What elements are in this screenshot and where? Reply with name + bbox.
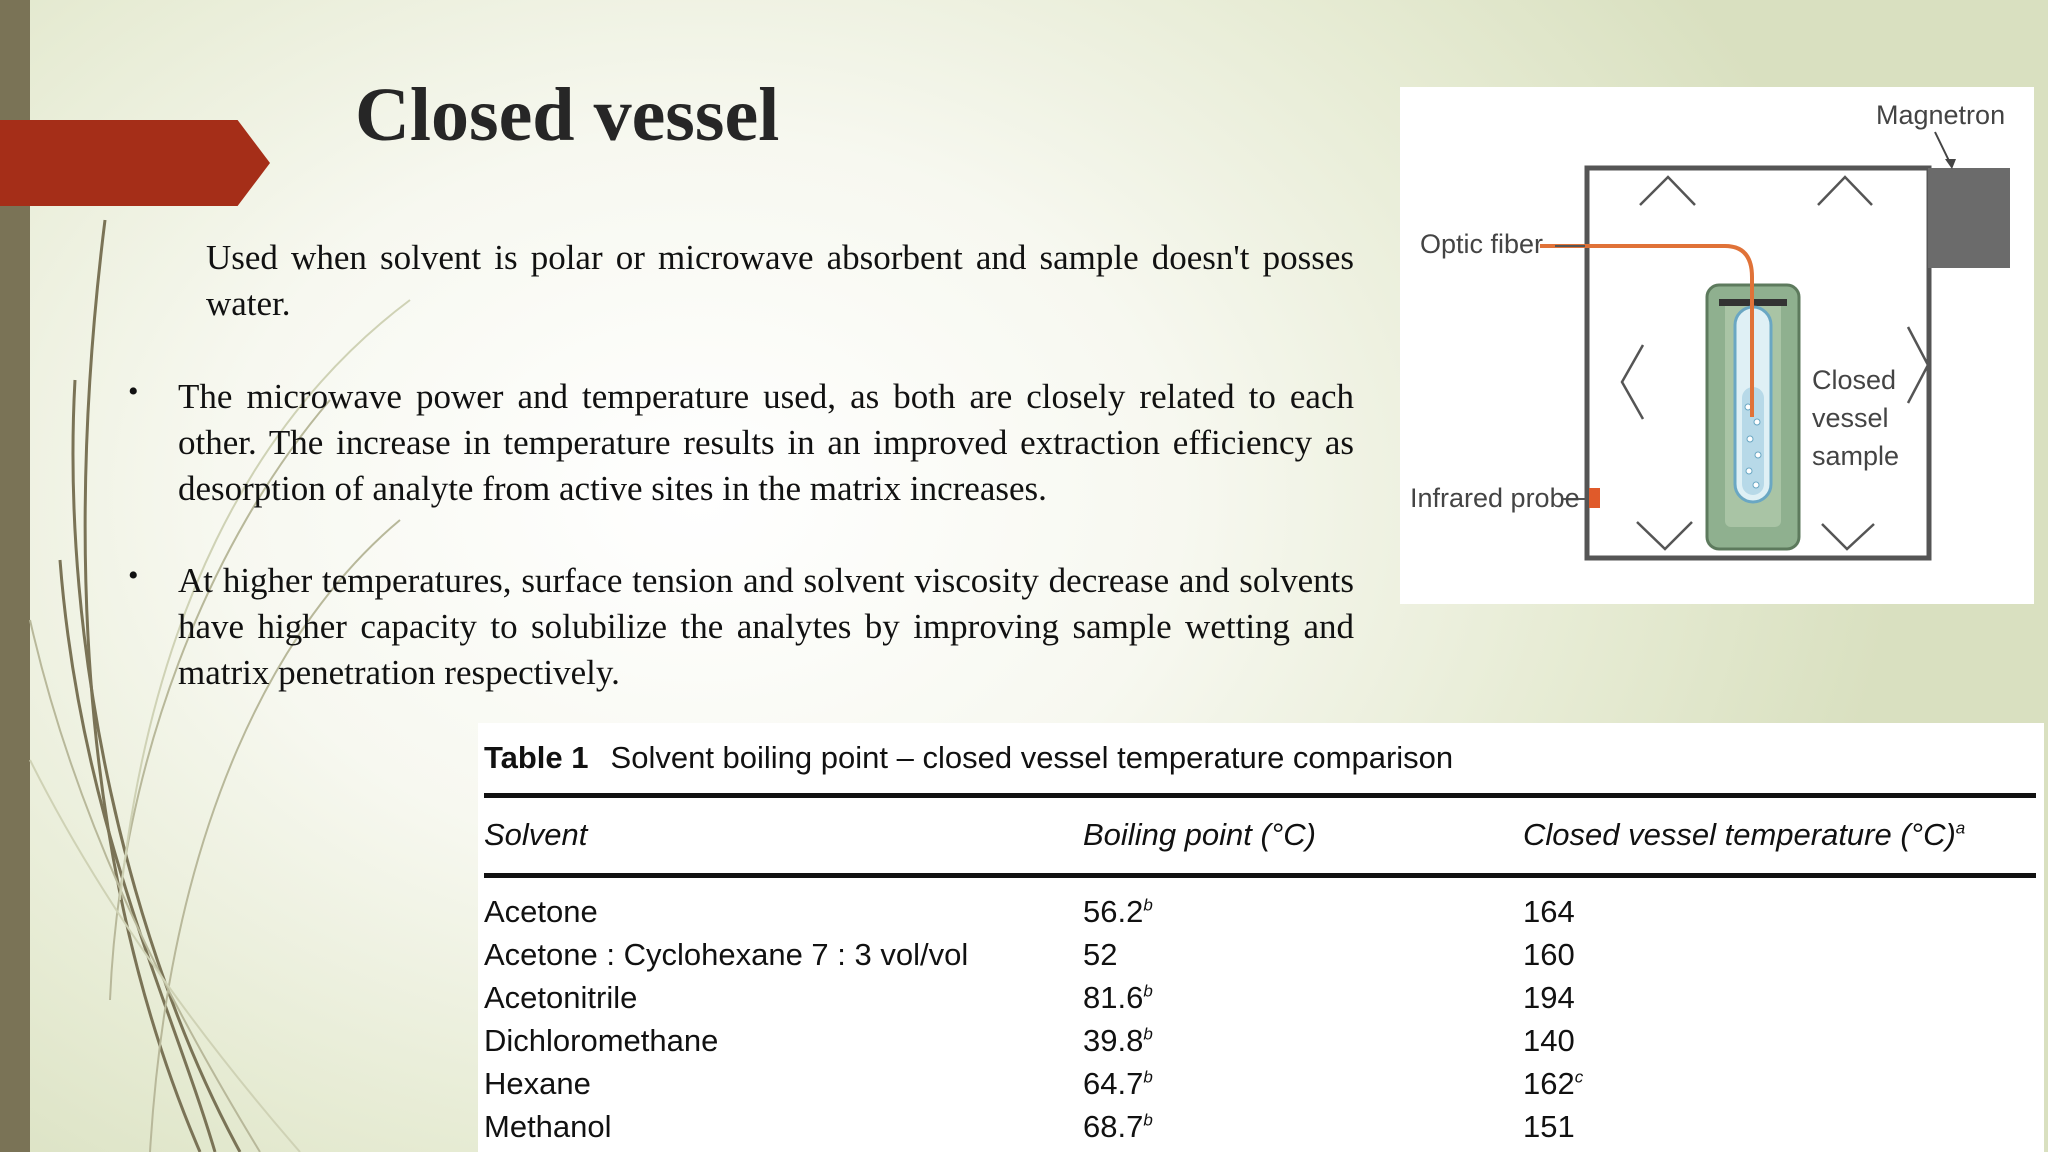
cell-closed-vessel-temperature: 194	[1523, 980, 1575, 1015]
cell-solvent: Acetone : Cyclohexane 7 : 3 vol/vol	[484, 937, 969, 972]
bullet-marker: •	[128, 375, 139, 408]
footnote-mark: b	[1143, 895, 1153, 915]
cell-boiling-point: 56.2$^b$	[1083, 894, 1153, 929]
bullet-text-2: At higher temperatures, surface tension and solvent viscosity decrease and solvents have higher capacity to solubilize the analytes by improving sample wetting and matrix penetration respectively.	[178, 561, 1354, 692]
title-accent-arrow	[0, 120, 270, 206]
cell-closed-vessel-temperature: 140	[1523, 1023, 1575, 1058]
closed-vessel-diagram	[1400, 87, 2034, 604]
magnetron-label: Magnetron	[1876, 100, 2006, 130]
slide-title: Closed vessel	[355, 73, 780, 157]
infrared-probe	[1589, 488, 1600, 508]
cell-solvent: Methanol	[484, 1109, 612, 1144]
cell-boiling-point: 52	[1083, 937, 1118, 972]
infrared-probe-label: Infrared probe	[1410, 483, 1580, 513]
cell-closed-vessel-temperature: 151	[1523, 1109, 1575, 1144]
footnote-mark: c	[1574, 1067, 1584, 1087]
cell-boiling-point: 81.6$^b$	[1083, 980, 1153, 1015]
svg-text:sample: sample	[1812, 441, 1900, 471]
table-row	[478, 1023, 2044, 1066]
bullet-text-1: The microwave power and temperature used, as both are closely related to each other. The increase in temperature results in an improved extraction efficiency as desorption of analyte from active sites in the matrix increases.	[178, 377, 1354, 508]
table-row	[478, 1066, 2044, 1109]
cell-boiling-point: 64.7$^b$	[1083, 1066, 1153, 1101]
solvent-table	[478, 723, 2044, 1152]
table-top-rule	[484, 793, 2036, 798]
header-solvent: Solvent	[484, 817, 588, 852]
closed-vessel-sample-label: Closed	[1812, 365, 1897, 395]
cell-solvent: Hexane	[484, 1066, 591, 1101]
table-caption	[484, 740, 1453, 776]
footnote-mark: b	[1143, 981, 1153, 1001]
optic-fiber-label: Optic fiber	[1420, 229, 1544, 259]
header-closed-vessel-temperature: Closed vessel temperature $(^\circ C)^a$	[1523, 817, 1966, 852]
cell-closed-vessel-temperature: 162$^c$	[1523, 1066, 1584, 1101]
footnote-mark: b	[1143, 1067, 1153, 1087]
cell-boiling-point: 39.8$^b$	[1083, 1023, 1153, 1058]
table-label: Table 1	[484, 740, 589, 775]
footnote-mark: b	[1143, 1024, 1153, 1044]
header-footnote-mark: a	[1955, 818, 1966, 838]
intro-paragraph: Used when solvent is polar or microwave absorbent and sample doesn't posses water.	[206, 238, 1354, 323]
cell-solvent: Dichloromethane	[484, 1023, 719, 1058]
header-boiling-point: Boiling point (°C)	[1083, 817, 1316, 852]
table-header-rule	[484, 873, 2036, 878]
table-row	[478, 1109, 2044, 1152]
table-caption-text: Solvent boiling point – closed vessel temperature comparison	[610, 740, 1454, 775]
magnetron-box	[1928, 168, 2010, 268]
table-row	[478, 937, 2044, 980]
table-row	[478, 980, 2044, 1023]
footnote-mark: b	[1143, 1110, 1153, 1130]
cell-solvent: Acetone	[484, 894, 598, 929]
cell-closed-vessel-temperature: 160	[1523, 937, 1575, 972]
cell-solvent: Acetonitrile	[484, 980, 638, 1015]
cell-boiling-point: 68.7$^b$	[1083, 1109, 1153, 1144]
bullet-marker: •	[128, 559, 139, 592]
table-row	[478, 894, 2044, 937]
svg-text:vessel: vessel	[1812, 403, 1889, 433]
cell-closed-vessel-temperature: 164	[1523, 894, 1575, 929]
